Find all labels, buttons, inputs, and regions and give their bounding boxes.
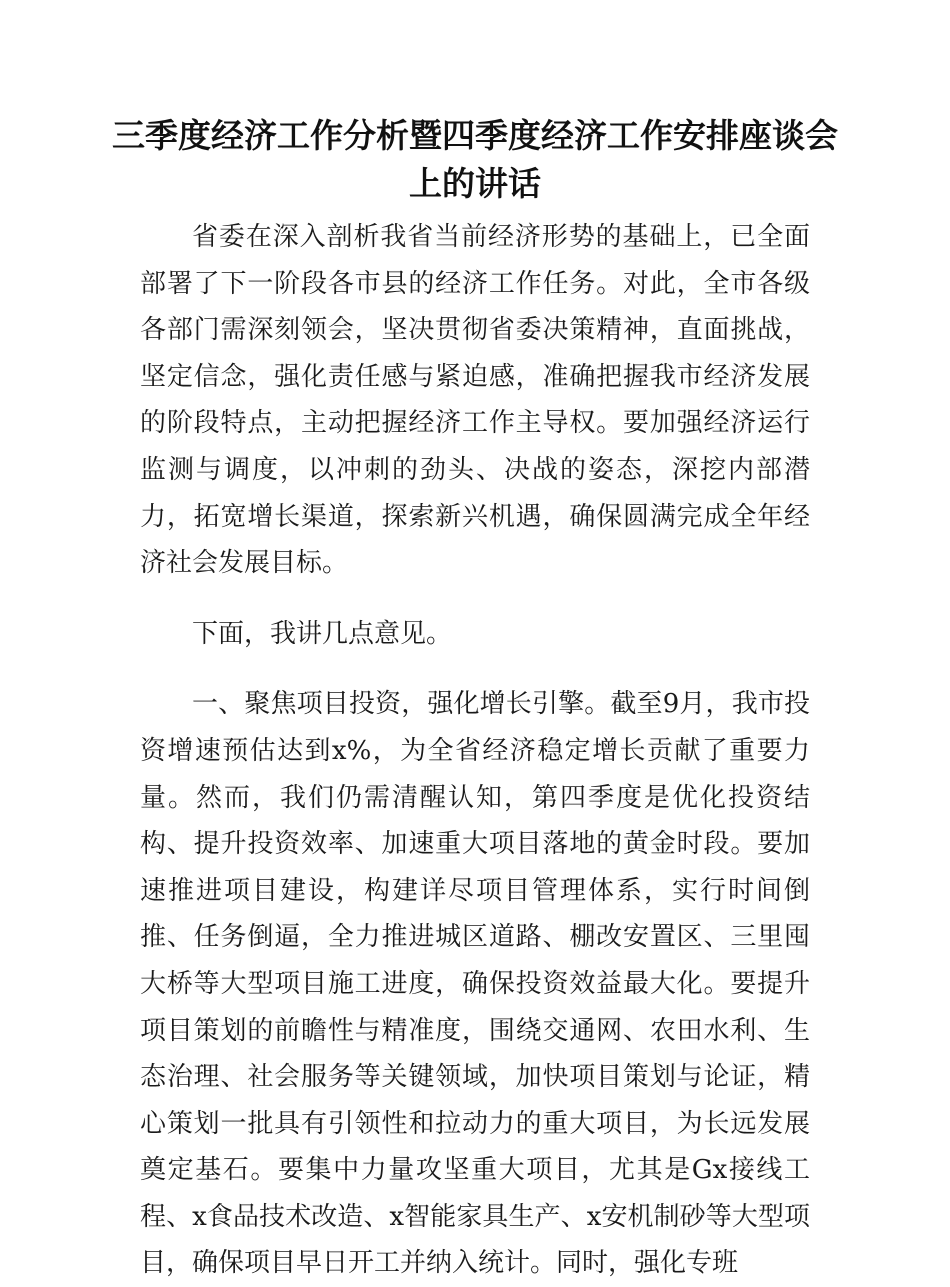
document-title: 三季度经济工作分析暨四季度经济工作安排座谈会上的讲话 [112,116,838,203]
paragraph-transition: 下面，我讲几点意见。 [192,618,453,649]
paragraph-section-one: 一、聚焦项目投资，强化增长引擎。截至9月，我市投资增速预估达到x%，为全省经济稳定增长贡献了重要力量。然而，我们仍需清醒认知，第四季度是优化投资结构、提升投资效率、加速重大项目落地的黄金时段。要加速推进项目建设，构建详尽项目管理体系，实行时间倒推、任务倒逼，全力推进城区道路、棚改安置区、三里囤大桥等大型项目施工进度，确保投资效益最大化。要提升项目策划的前瞻性与精准度，围绕交通网、农田水利、生态治理、社会服务等关键领域，加快项目策划与论证，精心策划一批具有引领性和拉动力的重大项目，为长远发展奠定基石。要集中力量攻坚重大项目，尤其是Gx接线工程、x食品技术改造、x智能家具生产、x安机制砂等大型项目，确保项目早日开工并纳入统计。同时，强化专班 [140,689,810,1279]
document-body [140,214,810,1287]
paragraph-intro: 省委在深入剖析我省当前经济形势的基础上，已全面部署了下一阶段各市县的经济工作任务。对此，全市各级各部门需深刻领会，坚决贯彻省委决策精神，直面挑战，坚定信念，强化责任感与紧迫感，准确把握我市经济发展的阶段特点，主动把握经济工作主导权。要加强经济运行监测与调度，以冲刺的劲头、决战的姿态，深挖内部潜力，拓宽增长渠道，探索新兴机遇，确保圆满完成全年经济社会发展目标。 [140,222,810,579]
